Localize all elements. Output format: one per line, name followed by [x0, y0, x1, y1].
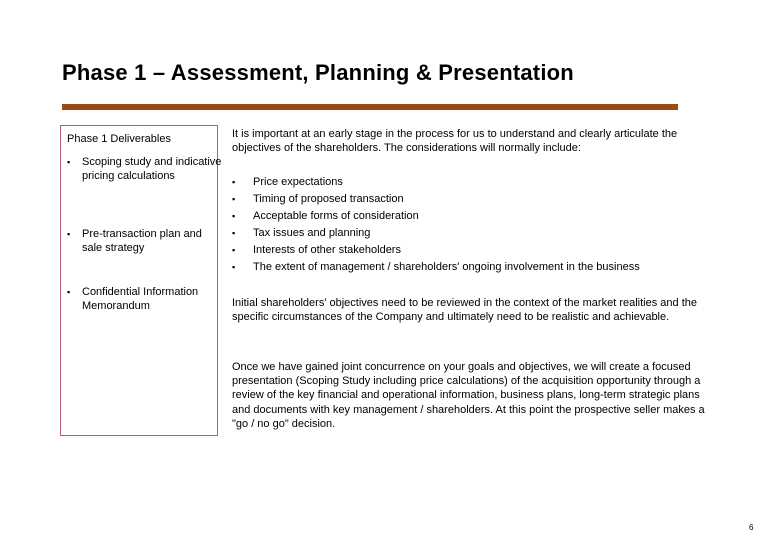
deliverable-item [67, 227, 222, 255]
list-item-text: Tax issues and planning [253, 227, 371, 239]
bullet-icon: ▪ [67, 157, 71, 167]
presentation-paragraph: Once we have gained joint concurrence on your goals and objectives, we will create a focused presentation (Scoping Study including price calculations) of the acquisition opportunity through a review of the key financial and operational information, business plans, long-term strategic plans and documents with key management / shareholders. At this point the prospective seller makes a "go / no go" decision. [232, 361, 705, 430]
title-divider [62, 104, 678, 110]
list-item-text: The extent of management / shareholders' ongoing involvement in the business [253, 261, 640, 273]
intro-paragraph: It is important at an early stage in the process for us to understand and clearly articulate the objectives of the shareholders. The considerations will normally include: [232, 128, 678, 155]
deliverable-item [67, 155, 222, 183]
bullet-icon: ▪ [232, 262, 236, 272]
deliverables-box [60, 125, 222, 436]
list-item-text: Price expectations [253, 176, 343, 188]
list-item [232, 259, 712, 276]
list-item-text: Timing of proposed transaction [253, 193, 404, 205]
slide-title: Phase 1 – Assessment, Planning & Presentation [62, 60, 574, 85]
bullet-icon: ▪ [232, 211, 236, 221]
bullet-icon: ▪ [232, 177, 236, 187]
list-item-text: Acceptable forms of consideration [253, 210, 419, 222]
list-item [232, 174, 712, 191]
bullet-icon: ▪ [232, 194, 236, 204]
list-item [232, 191, 712, 208]
deliverables-heading: Phase 1 Deliverables [67, 133, 171, 145]
deliverable-text: Confidential Information Memorandum [82, 286, 199, 312]
deliverable-text: Scoping study and indicative pricing calculations [82, 156, 222, 182]
list-item [232, 225, 712, 242]
list-item [232, 208, 712, 225]
page-number: 6 [749, 523, 754, 532]
list-item [232, 242, 712, 259]
review-paragraph: Initial shareholders' objectives need to be reviewed in the context of the market realities and the specific circumstances of the Company and ultimately need to be realistic and achievable. [232, 297, 697, 324]
bullet-icon: ▪ [232, 245, 236, 255]
considerations-list [232, 174, 712, 276]
list-item-text: Interests of other stakeholders [253, 244, 401, 256]
bullet-icon: ▪ [67, 287, 71, 297]
deliverable-item [67, 285, 222, 313]
bullet-icon: ▪ [232, 228, 236, 238]
deliverable-text: Pre-transaction plan and sale strategy [82, 228, 202, 254]
bullet-icon: ▪ [67, 229, 71, 239]
